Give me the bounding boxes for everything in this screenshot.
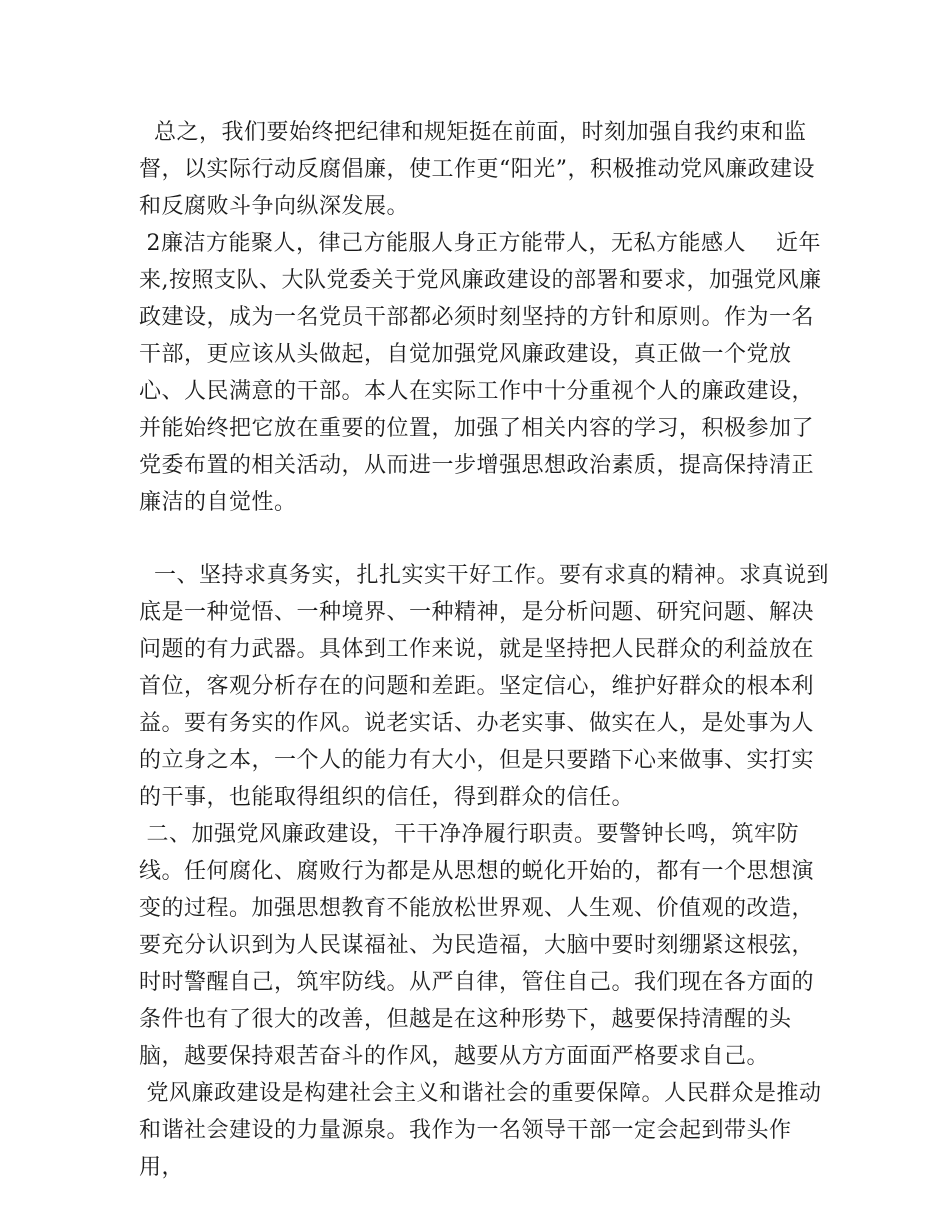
- document-body: [139, 114, 829, 1186]
- paragraph-section-one: 一、坚持求真务实，扎扎实实干好工作。要有求真的精神。求真说到底是一种觉悟、一种境界、一种精神，是分析问题、研究问题、解决问题的有力武器。具体到工作来说，就是坚持把人民群众的利益放在首位，客观分析存在的问题和差距。坚定信心，维护好群众的根本利益。要有务实的作风。说老实话、办老实事、做实在人，是处事为人的立身之本，一个人的能力有大小，但是只要踏下心来做事、实打实的干事，也能取得组织的信任，得到群众的信任。: [139, 563, 830, 810]
- paragraph-integrity: 2廉洁方能聚人，律己方能服人身正方能带人，无私方能感人 近年来,按照支队、大队党委关于党风廉政建设的部署和要求，加强党风廉政建设，成为一名党员干部都必须时刻坚持的方针和原则。作为一名干部，更应该从头做起，自觉加强党风廉政建设，真正做一个党放心、人民满意的干部。本人在实际工作中十分重视个人的廉政建设，并能始终把它放在重要的位置，加强了相关内容的学习，积极参加了党委布置的相关活动，从而进一步增强思想政治素质，提高保持清正廉洁的自觉性。: [139, 231, 822, 515]
- paragraph-summary: 总之，我们要始终把纪律和规矩挺在前面，时刻加强自我约束和监督，以实际行动反腐倡廉，使工作更“阳光”，积极推动党风廉政建设和反腐败斗争向纵深发展。: [139, 120, 815, 219]
- paragraph-section-two: 二、加强党风廉政建设，干干净净履行职责。要警钟长鸣，筑牢防线。任何腐化、腐败行为都是从思想的蜕化开始的，都有一个思想演变的过程。加强思想教育不能放松世界观、人生观、价值观的改造，要充分认识到为人民谋福祉、为民造福，大脑中要时刻绷紧这根弦，时时警醒自己，筑牢防线。从严自律，管住自己。我们现在各方面的条件也有了很大的改善，但越是在这种形势下，越要保持清醒的头脑，越要保持艰苦奋斗的作风，越要从方方面面严格要求自己。: [139, 822, 815, 1069]
- paragraph-spacer: [139, 521, 829, 557]
- paragraph-conclusion: 党风廉政建设是构建社会主义和谐社会的重要保障。人民群众是推动和谐社会建设的力量源泉。我作为一名领导干部一定会起到带头作用，: [139, 1081, 822, 1180]
